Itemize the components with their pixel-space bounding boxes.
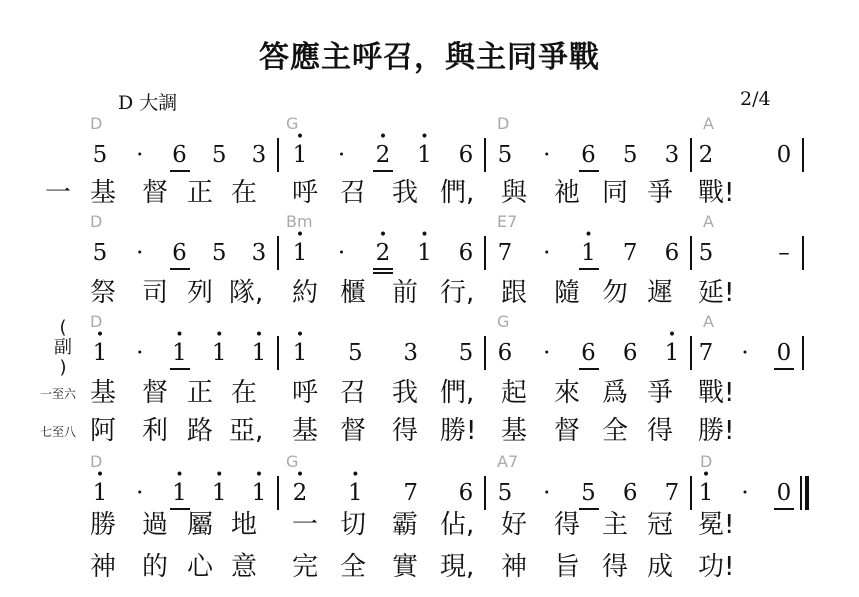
lyric-syllable: 勿	[601, 278, 628, 308]
barline	[690, 336, 692, 370]
note-number: 6	[497, 340, 513, 366]
lyric-syllable: 得	[646, 416, 673, 446]
lyric-syllable: 實	[391, 552, 418, 582]
lyric-syllable: 戰!	[698, 378, 735, 408]
note-number: 5	[698, 240, 714, 266]
lyric-syllable: 督	[339, 416, 366, 446]
lyric-syllable: 約	[291, 278, 318, 308]
final-barline	[800, 476, 802, 510]
chord-symbol: G	[497, 312, 510, 331]
lyric-syllable: 我	[391, 178, 418, 208]
lyric-syllable: 督	[141, 378, 168, 408]
lyric-syllable: 勝	[89, 510, 116, 540]
note-number: 1 •	[692, 480, 720, 506]
note-number: 6	[458, 142, 474, 168]
octave-dot: •	[254, 467, 264, 483]
duration-underline	[373, 268, 393, 270]
chord-symbol: A	[703, 212, 714, 231]
lyric-syllable: 與	[500, 178, 527, 208]
note-number: 1 •	[205, 480, 233, 506]
note-number: 6	[166, 240, 194, 266]
lyric-syllable: 地	[230, 510, 257, 540]
lyric-syllable: 起	[500, 378, 527, 408]
lyric-syllable: 戰!	[698, 178, 735, 208]
final-barline-thick	[805, 476, 809, 510]
octave-dot: •	[295, 467, 305, 483]
lyric-syllable: 祭	[89, 278, 116, 308]
chord-symbol: D	[90, 212, 103, 231]
lyric-syllable: 切	[339, 510, 366, 540]
chord-symbol: D	[700, 452, 713, 471]
lyric-syllable: 正	[186, 178, 213, 208]
note-number: 7	[403, 480, 418, 506]
chord-symbol: Bm	[286, 212, 313, 231]
note-number: 1 •	[575, 240, 603, 266]
octave-dot: •	[95, 467, 105, 483]
time-signature: 2/4	[740, 88, 771, 110]
barline	[484, 476, 486, 510]
augmentation-dot: ·	[337, 142, 346, 168]
note-number: 1 •	[166, 340, 194, 366]
chord-symbol: E7	[497, 212, 518, 231]
lyric-syllable: 冠	[646, 510, 673, 540]
note-number: 5	[458, 340, 474, 366]
octave-dot: •	[378, 227, 388, 243]
key-signature: D 大調	[118, 92, 178, 114]
verse-marker: 七至八	[40, 425, 77, 439]
lyric-syllable: 成	[646, 552, 673, 582]
duration-underline	[170, 170, 190, 172]
note-number: 1 •	[411, 240, 439, 266]
lyric-syllable: 屬	[186, 510, 213, 540]
note-number: 1 •	[245, 480, 273, 506]
lyric-syllable: 得	[601, 552, 628, 582]
duration-underline	[774, 368, 794, 370]
octave-dot: •	[215, 327, 224, 343]
note-number: 1 •	[286, 142, 314, 168]
octave-dot: •	[378, 129, 388, 145]
octave-dot: •	[175, 327, 184, 343]
barline	[277, 236, 279, 270]
note-number: 5	[497, 142, 513, 168]
augmentation-dot: ·	[136, 480, 144, 506]
lyric-syllable: 基	[89, 178, 116, 208]
note-number: 7	[698, 340, 714, 366]
refrain-label-open: (	[59, 317, 67, 338]
note-number: 6	[575, 142, 603, 168]
verse-marker: 一至六	[40, 387, 77, 401]
lyric-syllable: 基	[291, 416, 318, 446]
chord-symbol: D	[90, 452, 103, 471]
lyric-syllable: 正	[186, 378, 213, 408]
note-number: 3	[251, 142, 267, 168]
octave-dot: •	[215, 467, 224, 483]
lyric-syllable: 亞,	[229, 416, 264, 446]
lyric-syllable: 們,	[440, 378, 475, 408]
note-number: 1 •	[245, 340, 273, 366]
note-number: –	[778, 240, 790, 266]
lyric-syllable: 召	[339, 178, 366, 208]
lyric-syllable: 在	[230, 378, 257, 408]
lyric-syllable: 列	[186, 278, 213, 308]
duration-underline	[170, 368, 190, 370]
lyric-syllable: 全	[339, 552, 366, 582]
note-number: 5	[211, 240, 227, 266]
octave-dot: •	[351, 467, 360, 483]
duration-underline	[579, 368, 599, 370]
duration-underline	[373, 272, 393, 274]
note-number: 6	[575, 340, 603, 366]
note-number: 3	[664, 142, 680, 168]
duration-underline	[579, 170, 599, 172]
lyric-syllable: 冕!	[698, 510, 735, 540]
chord-symbol: D	[497, 114, 510, 133]
augmentation-dot: ·	[741, 480, 749, 506]
barline	[690, 236, 692, 270]
octave-dot: •	[295, 227, 305, 243]
octave-dot: •	[420, 129, 429, 145]
octave-dot: •	[701, 467, 711, 483]
note-number: 2 •	[369, 142, 397, 168]
note-number: 7	[622, 240, 638, 266]
lyric-syllable: 佔,	[440, 510, 475, 540]
lyric-syllable: 心	[186, 552, 213, 582]
note-number: 1 •	[166, 480, 194, 506]
octave-dot: •	[584, 227, 593, 243]
augmentation-dot: ·	[136, 340, 144, 366]
augmentation-dot: ·	[543, 480, 551, 506]
note-number: 0	[776, 142, 792, 168]
lyric-syllable: 召	[339, 378, 366, 408]
lyric-syllable: 神	[500, 552, 527, 582]
lyric-syllable: 基	[500, 416, 527, 446]
note-number: 6	[664, 240, 680, 266]
refrain-label-text: 副	[54, 337, 72, 358]
lyric-syllable: 路	[186, 416, 213, 446]
duration-underline	[774, 508, 794, 510]
note-number: 1 •	[411, 142, 439, 168]
chord-symbol: A	[703, 312, 714, 331]
note-number: 5	[348, 340, 363, 366]
note-number: 6	[622, 480, 638, 506]
refrain-label-close: )	[59, 357, 67, 378]
barline	[802, 236, 804, 270]
augmentation-dot: ·	[337, 240, 346, 266]
barline	[484, 138, 486, 172]
lyric-syllable: 基	[89, 378, 116, 408]
refrain-label	[52, 318, 74, 378]
note-number: 5	[92, 142, 108, 168]
note-number: 3	[403, 340, 418, 366]
lyric-syllable: 督	[553, 416, 580, 446]
note-number: 1 •	[286, 340, 314, 366]
lyric-syllable: 延!	[698, 278, 735, 308]
note-number: 1 •	[341, 480, 369, 506]
lyric-syllable: 完	[291, 552, 318, 582]
barline	[277, 138, 279, 172]
lyric-syllable: 過	[141, 510, 168, 540]
lyric-syllable: 來	[553, 378, 580, 408]
lyric-syllable: 主	[601, 510, 628, 540]
octave-dot: •	[254, 327, 264, 343]
lyric-syllable: 呼	[291, 178, 318, 208]
lyric-syllable: 勝!	[698, 416, 735, 446]
lyric-syllable: 神	[89, 552, 116, 582]
lyric-syllable: 祂	[553, 178, 580, 208]
lyric-syllable: 櫃	[339, 278, 366, 308]
barline	[277, 476, 279, 510]
lyric-syllable: 遲	[646, 278, 673, 308]
note-number: 3	[251, 240, 267, 266]
lyric-syllable: 們,	[440, 178, 475, 208]
lyric-syllable: 利	[141, 416, 168, 446]
octave-dot: •	[420, 227, 429, 243]
lyric-syllable: 阿	[89, 416, 116, 446]
barline	[690, 476, 692, 510]
lyric-syllable: 我	[391, 378, 418, 408]
augmentation-dot: ·	[136, 142, 144, 168]
note-number: 5	[92, 240, 108, 266]
lyric-syllable: 督	[141, 178, 168, 208]
octave-dot: •	[295, 327, 305, 343]
lyric-syllable: 隊,	[229, 278, 264, 308]
augmentation-dot: ·	[741, 340, 749, 366]
augmentation-dot: ·	[543, 240, 551, 266]
augmentation-dot: ·	[136, 240, 144, 266]
note-number: 6	[458, 240, 474, 266]
lyric-syllable: 行,	[440, 278, 475, 308]
chord-symbol: G	[286, 452, 299, 471]
note-number: 0	[770, 480, 798, 506]
lyric-syllable: 前	[391, 278, 418, 308]
octave-dot: •	[667, 327, 677, 343]
note-number: 2	[698, 142, 714, 168]
barline	[484, 236, 486, 270]
note-number: 5	[497, 480, 513, 506]
note-number: 2 •	[286, 480, 314, 506]
note-number: 7	[664, 480, 680, 506]
barline	[802, 138, 804, 172]
lyric-syllable: 旨	[553, 552, 580, 582]
song-title: 答應主呼召，與主同爭戰	[259, 40, 600, 75]
lyric-syllable: 同	[601, 178, 628, 208]
lyric-syllable: 呼	[291, 378, 318, 408]
barline	[802, 336, 804, 370]
lyric-syllable: 爲	[601, 378, 628, 408]
augmentation-dot: ·	[543, 340, 551, 366]
lyric-syllable: 一	[291, 510, 318, 540]
note-number: 0	[770, 340, 798, 366]
note-number: 1 •	[286, 240, 314, 266]
chord-symbol: D	[90, 312, 103, 331]
note-number: 1 •	[86, 340, 114, 366]
chord-symbol: A7	[497, 452, 519, 471]
octave-dot: •	[175, 467, 184, 483]
duration-underline	[579, 268, 599, 270]
lyric-syllable: 爭	[646, 378, 673, 408]
lyric-syllable: 在	[230, 178, 257, 208]
barline	[690, 138, 692, 172]
chord-symbol: G	[286, 114, 299, 133]
lyric-syllable: 霸	[391, 510, 418, 540]
note-number: 1 •	[205, 340, 233, 366]
duration-underline	[373, 170, 393, 172]
lyric-syllable: 全	[601, 416, 628, 446]
lyric-syllable: 爭	[646, 178, 673, 208]
note-number: 7	[497, 240, 513, 266]
lyric-syllable: 司	[141, 278, 168, 308]
note-number: 6	[622, 340, 638, 366]
barline	[277, 336, 279, 370]
note-number: 6	[166, 142, 194, 168]
lyric-syllable: 意	[230, 552, 257, 582]
lyric-syllable: 功!	[698, 552, 735, 582]
note-number: 5	[211, 142, 227, 168]
lyric-syllable: 得	[553, 510, 580, 540]
duration-underline	[170, 268, 190, 270]
octave-dot: •	[295, 129, 305, 145]
lyric-syllable: 勝!	[440, 416, 477, 446]
note-number: 5	[575, 480, 603, 506]
lyric-syllable: 隨	[553, 278, 580, 308]
octave-dot: •	[95, 327, 105, 343]
barline	[484, 336, 486, 370]
augmentation-dot: ·	[543, 142, 551, 168]
note-number: 6	[458, 480, 474, 506]
note-number: 2 •	[369, 240, 397, 266]
lyric-syllable: 跟	[500, 278, 527, 308]
lyric-syllable: 的	[141, 552, 168, 582]
chord-symbol: D	[90, 114, 103, 133]
chord-symbol: A	[703, 114, 714, 133]
note-number: 1 •	[86, 480, 114, 506]
note-number: 1 •	[658, 340, 686, 366]
verse-marker: 一	[45, 178, 72, 208]
note-number: 5	[622, 142, 638, 168]
lyric-syllable: 現,	[440, 552, 475, 582]
lyric-syllable: 得	[391, 416, 418, 446]
lyric-syllable: 好	[500, 510, 527, 540]
